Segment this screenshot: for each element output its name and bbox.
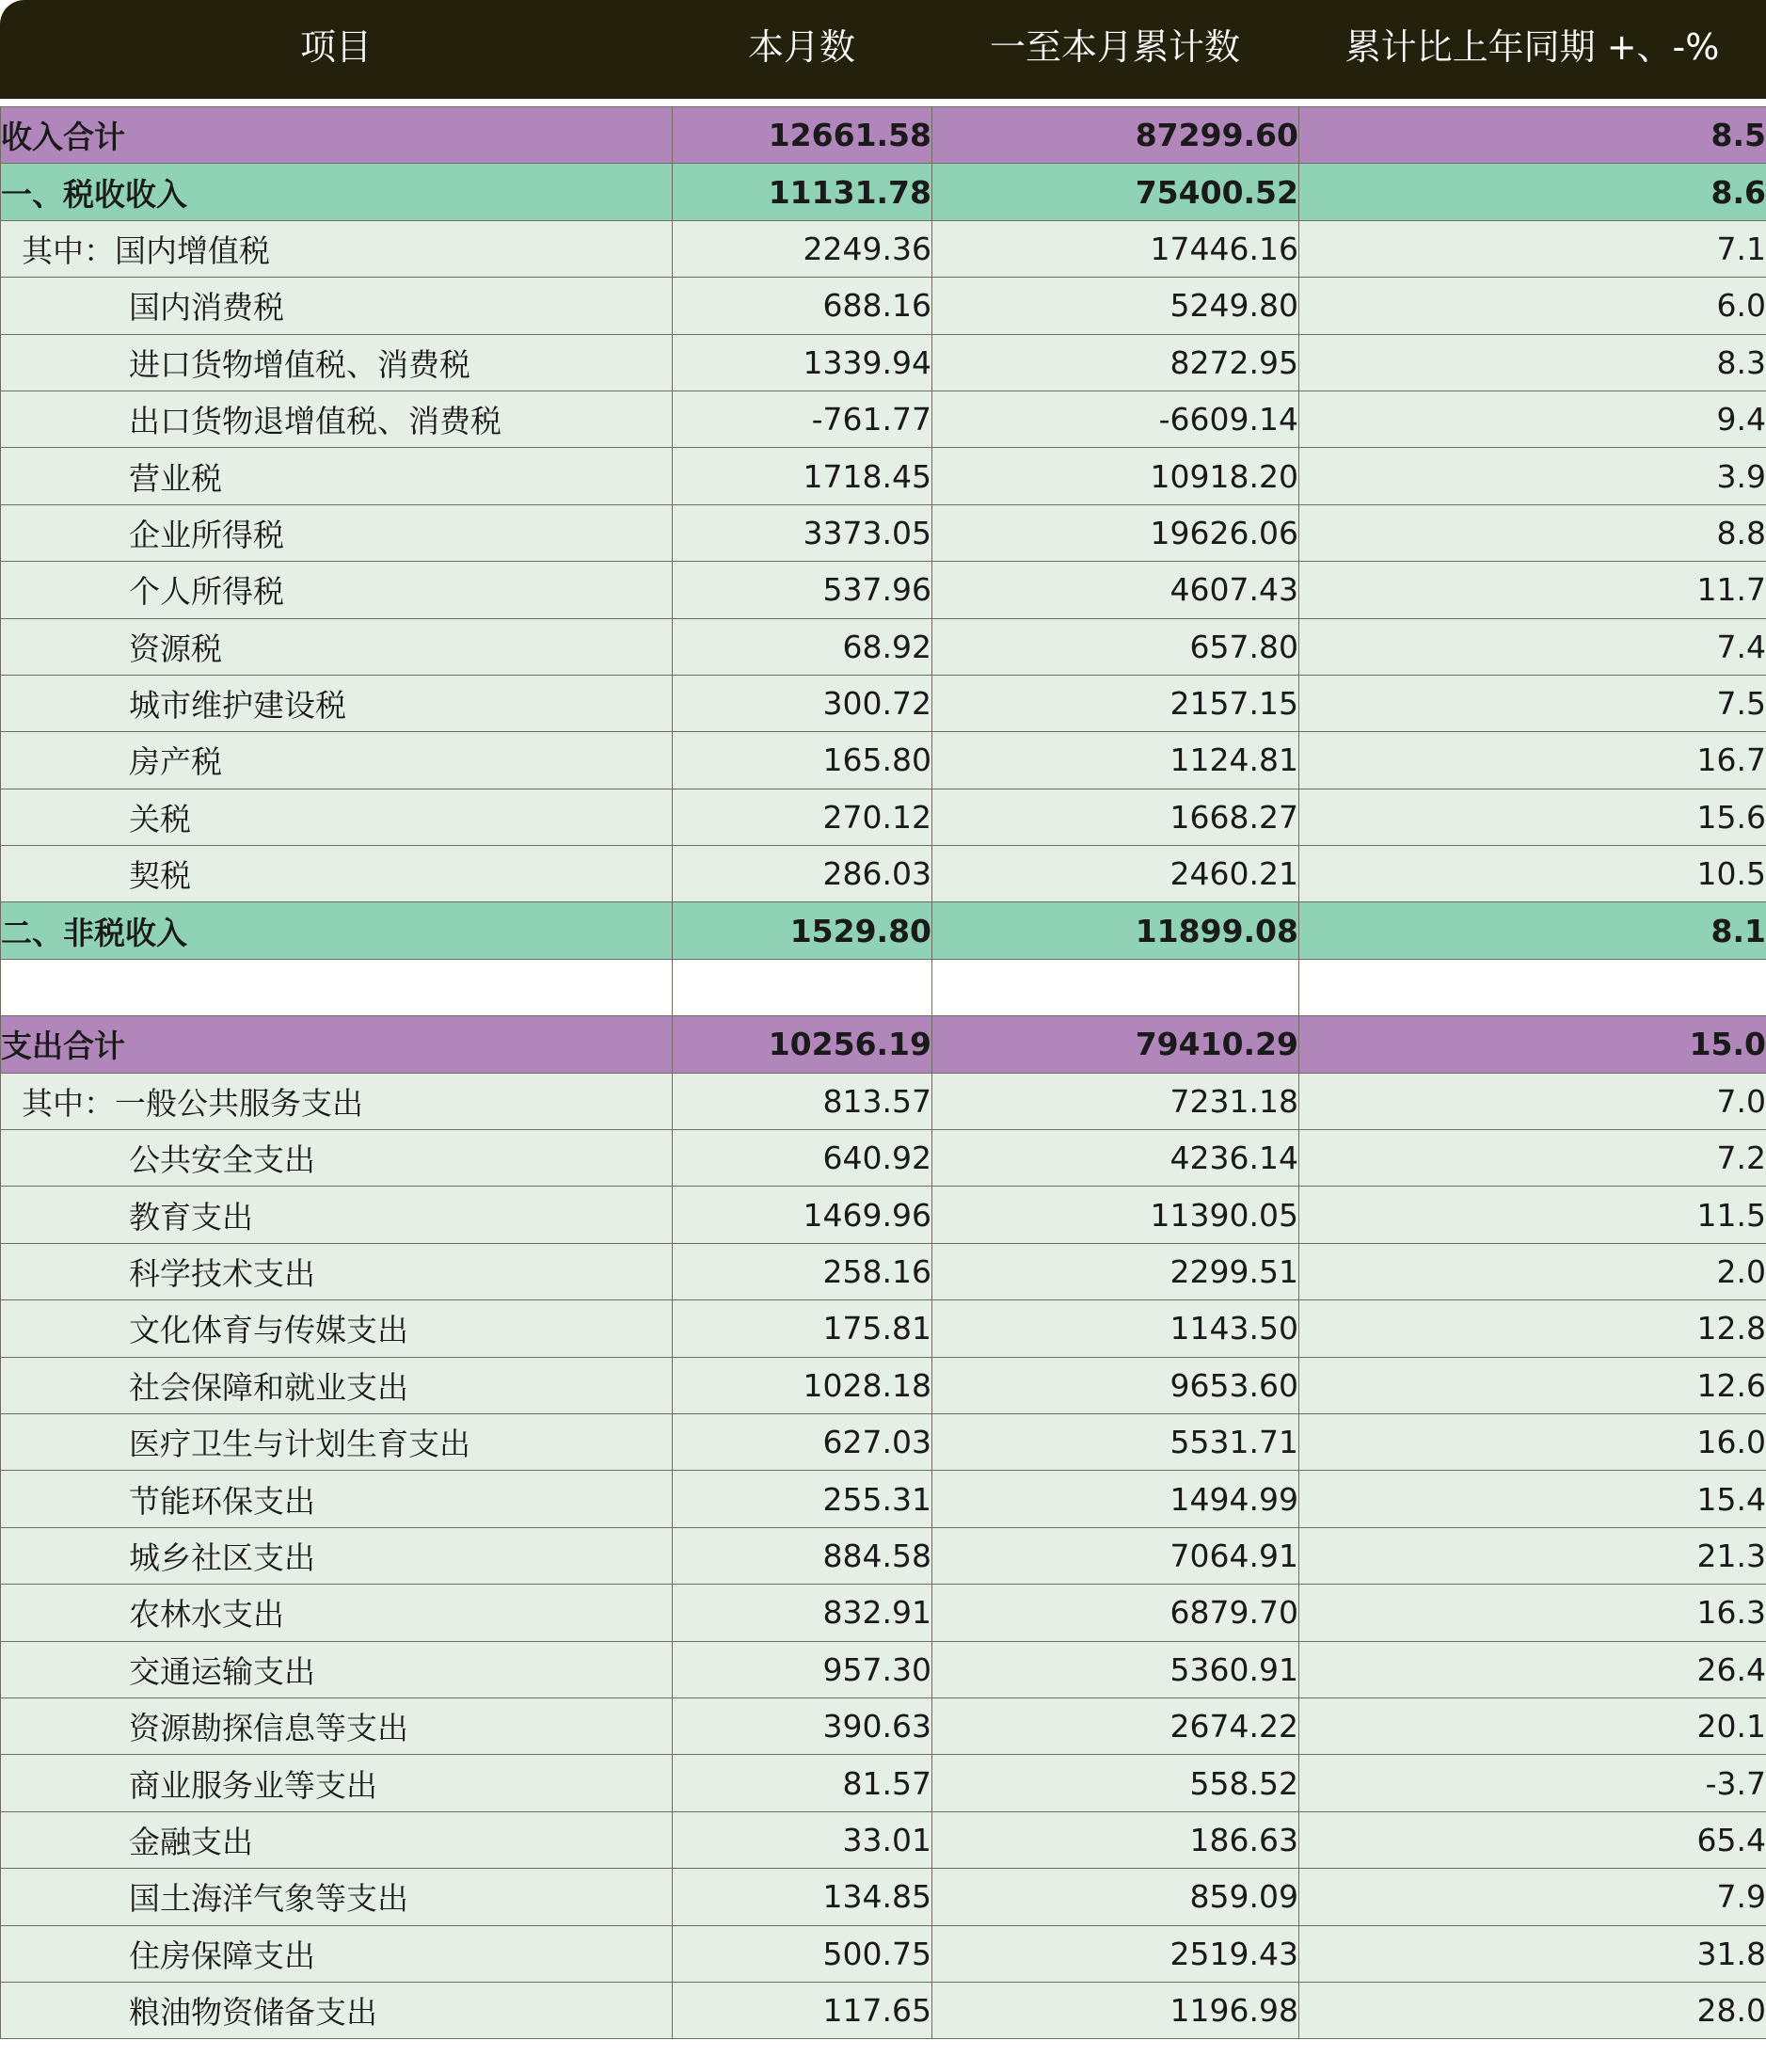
- row-month-value: 258.16: [673, 1243, 932, 1299]
- table-row: [1, 1869, 1766, 1925]
- row-label: 一、税收收入: [1, 164, 673, 220]
- row-cumulative-value: 87299.60: [932, 107, 1299, 164]
- table-row: [1, 562, 1766, 618]
- row-cumulative-value: 2299.51: [932, 1243, 1299, 1299]
- table-row: [1, 1130, 1766, 1187]
- row-cumulative-value: 2674.22: [932, 1697, 1299, 1754]
- row-yoy-value: 26.4: [1299, 1641, 1766, 1697]
- row-yoy-value: 7.5: [1299, 675, 1766, 731]
- row-cumulative-value: 6879.70: [932, 1585, 1299, 1641]
- table-row: [1, 278, 1766, 334]
- row-yoy-value: 7.1: [1299, 220, 1766, 277]
- row-yoy-value: 7.0: [1299, 1073, 1766, 1129]
- table-row: [1, 390, 1766, 447]
- row-yoy-value: 20.1: [1299, 1697, 1766, 1754]
- row-label: 个人所得税: [1, 562, 673, 618]
- row-label: 国土海洋气象等支出: [1, 1869, 673, 1925]
- fiscal-table: [0, 106, 1766, 2039]
- table-row: [1, 220, 1766, 277]
- row-label: 契税: [1, 846, 673, 902]
- table-row: [1, 846, 1766, 902]
- table-row-income-total: [1, 107, 1766, 164]
- row-yoy-value: 9.4: [1299, 390, 1766, 447]
- row-yoy-value: 8.8: [1299, 504, 1766, 561]
- table-row: [1, 1300, 1766, 1357]
- row-month-value: 1469.96: [673, 1187, 932, 1243]
- row-yoy-value: 8.1: [1299, 902, 1766, 959]
- row-label: 支出合计: [1, 1016, 673, 1073]
- row-label: [1, 959, 673, 1015]
- header-gap: [0, 99, 1766, 106]
- row-cumulative-value: 17446.16: [932, 220, 1299, 277]
- row-month-value: 134.85: [673, 1869, 932, 1925]
- table-row: [1, 1471, 1766, 1527]
- row-month-value: 81.57: [673, 1755, 932, 1811]
- row-month-value: 270.12: [673, 789, 932, 845]
- row-cumulative-value: 19626.06: [932, 504, 1299, 561]
- row-month-value: 957.30: [673, 1641, 932, 1697]
- row-label: 出口货物退增值税、消费税: [1, 390, 673, 447]
- table-row-blank: [1, 959, 1766, 1015]
- row-label: 农林水支出: [1, 1585, 673, 1641]
- row-label: 收入合计: [1, 107, 673, 164]
- row-label: 城市维护建设税: [1, 675, 673, 731]
- row-cumulative-value: 7231.18: [932, 1073, 1299, 1129]
- row-yoy-value: 16.3: [1299, 1585, 1766, 1641]
- row-label: 交通运输支出: [1, 1641, 673, 1697]
- row-label: 金融支出: [1, 1811, 673, 1868]
- row-yoy-value: 7.2: [1299, 1130, 1766, 1187]
- row-month-value: 3373.05: [673, 504, 932, 561]
- row-label: 其中：国内增值税: [1, 220, 673, 277]
- row-cumulative-value: 5249.80: [932, 278, 1299, 334]
- row-yoy-value: 15.6: [1299, 789, 1766, 845]
- header-yoy: 累计比上年同期 +、-%: [1344, 26, 1720, 68]
- row-label: 关税: [1, 789, 673, 845]
- row-label: 房产税: [1, 732, 673, 789]
- row-month-value: 832.91: [673, 1585, 932, 1641]
- row-yoy-value: 10.5: [1299, 846, 1766, 902]
- row-yoy-value: 8.5: [1299, 107, 1766, 164]
- row-cumulative-value: 2519.43: [932, 1925, 1299, 1982]
- row-cumulative-value: 1124.81: [932, 732, 1299, 789]
- row-cumulative-value: 4607.43: [932, 562, 1299, 618]
- table-row: [1, 732, 1766, 789]
- row-month-value: 165.80: [673, 732, 932, 789]
- table-row: [1, 1073, 1766, 1129]
- row-yoy-value: 7.4: [1299, 618, 1766, 675]
- row-yoy-value: 28.0: [1299, 1982, 1766, 2038]
- row-month-value: 537.96: [673, 562, 932, 618]
- row-label: 营业税: [1, 448, 673, 504]
- row-yoy-value: 15.4: [1299, 1471, 1766, 1527]
- table-row: [1, 1527, 1766, 1584]
- row-cumulative-value: 2460.21: [932, 846, 1299, 902]
- header-item: 项目: [299, 26, 372, 68]
- row-cumulative-value: 558.52: [932, 1755, 1299, 1811]
- row-label: 二、非税收入: [1, 902, 673, 959]
- row-cumulative-value: 8272.95: [932, 334, 1299, 390]
- row-month-value: 688.16: [673, 278, 932, 334]
- row-label: 企业所得税: [1, 504, 673, 561]
- row-cumulative-value: 10918.20: [932, 448, 1299, 504]
- row-cumulative-value: 186.63: [932, 1811, 1299, 1868]
- row-month-value: 1718.45: [673, 448, 932, 504]
- table-row: [1, 1982, 1766, 2038]
- row-label: 社会保障和就业支出: [1, 1357, 673, 1413]
- row-label: 住房保障支出: [1, 1925, 673, 1982]
- row-month-value: 255.31: [673, 1471, 932, 1527]
- row-month-value: 390.63: [673, 1697, 932, 1754]
- table-row: [1, 1357, 1766, 1413]
- row-month-value: 300.72: [673, 675, 932, 731]
- row-month-value: 12661.58: [673, 107, 932, 164]
- row-yoy-value: 12.6: [1299, 1357, 1766, 1413]
- row-cumulative-value: 1494.99: [932, 1471, 1299, 1527]
- row-cumulative-value: 9653.60: [932, 1357, 1299, 1413]
- row-month-value: 175.81: [673, 1300, 932, 1357]
- row-cumulative-value: [932, 959, 1299, 1015]
- row-month-value: 11131.78: [673, 164, 932, 220]
- table-row: [1, 1755, 1766, 1811]
- row-month-value: 1529.80: [673, 902, 932, 959]
- row-yoy-value: 11.5: [1299, 1187, 1766, 1243]
- row-month-value: 10256.19: [673, 1016, 932, 1073]
- row-month-value: 1339.94: [673, 334, 932, 390]
- table-header: [0, 0, 1766, 99]
- table-row: [1, 618, 1766, 675]
- row-cumulative-value: 11390.05: [932, 1187, 1299, 1243]
- row-month-value: 68.92: [673, 618, 932, 675]
- table-row: [1, 1641, 1766, 1697]
- table-row: [1, 1925, 1766, 1982]
- row-cumulative-value: 11899.08: [932, 902, 1299, 959]
- row-month-value: 500.75: [673, 1925, 932, 1982]
- row-cumulative-value: 1196.98: [932, 1982, 1299, 2038]
- row-cumulative-value: 75400.52: [932, 164, 1299, 220]
- table-row: [1, 1697, 1766, 1754]
- table-row: [1, 334, 1766, 390]
- row-month-value: 117.65: [673, 1982, 932, 2038]
- header-month: 本月数: [747, 26, 855, 68]
- table-row: [1, 1413, 1766, 1470]
- row-cumulative-value: 2157.15: [932, 675, 1299, 731]
- table-row: [1, 789, 1766, 845]
- row-cumulative-value: 4236.14: [932, 1130, 1299, 1187]
- row-cumulative-value: 859.09: [932, 1869, 1299, 1925]
- row-month-value: 813.57: [673, 1073, 932, 1129]
- row-yoy-value: 2.0: [1299, 1243, 1766, 1299]
- row-cumulative-value: -6609.14: [932, 390, 1299, 447]
- row-label: 进口货物增值税、消费税: [1, 334, 673, 390]
- table-row: [1, 1243, 1766, 1299]
- row-month-value: 1028.18: [673, 1357, 932, 1413]
- row-cumulative-value: 5360.91: [932, 1641, 1299, 1697]
- row-month-value: -761.77: [673, 390, 932, 447]
- row-yoy-value: 6.0: [1299, 278, 1766, 334]
- row-cumulative-value: 5531.71: [932, 1413, 1299, 1470]
- row-label: 科学技术支出: [1, 1243, 673, 1299]
- table-row-expenditure-total: [1, 1016, 1766, 1073]
- row-label: 公共安全支出: [1, 1130, 673, 1187]
- table-row: [1, 504, 1766, 561]
- row-yoy-value: 3.9: [1299, 448, 1766, 504]
- row-month-value: [673, 959, 932, 1015]
- table-row-tax-revenue: [1, 164, 1766, 220]
- row-cumulative-value: 657.80: [932, 618, 1299, 675]
- header-cumulative: 一至本月累计数: [989, 26, 1240, 68]
- row-cumulative-value: 1143.50: [932, 1300, 1299, 1357]
- row-cumulative-value: 79410.29: [932, 1016, 1299, 1073]
- row-month-value: 2249.36: [673, 220, 932, 277]
- row-yoy-value: 16.0: [1299, 1413, 1766, 1470]
- row-label: 资源税: [1, 618, 673, 675]
- row-yoy-value: 15.0: [1299, 1016, 1766, 1073]
- row-yoy-value: [1299, 959, 1766, 1015]
- row-label: 其中：一般公共服务支出: [1, 1073, 673, 1129]
- table-row-nontax-revenue: [1, 902, 1766, 959]
- table-row: [1, 1187, 1766, 1243]
- row-label: 粮油物资储备支出: [1, 1982, 673, 2038]
- row-label: 文化体育与传媒支出: [1, 1300, 673, 1357]
- row-yoy-value: 8.6: [1299, 164, 1766, 220]
- row-label: 医疗卫生与计划生育支出: [1, 1413, 673, 1470]
- row-yoy-value: 65.4: [1299, 1811, 1766, 1868]
- row-yoy-value: 11.7: [1299, 562, 1766, 618]
- row-yoy-value: 21.3: [1299, 1527, 1766, 1584]
- row-yoy-value: 12.8: [1299, 1300, 1766, 1357]
- row-label: 节能环保支出: [1, 1471, 673, 1527]
- row-month-value: 33.01: [673, 1811, 932, 1868]
- table-row: [1, 1585, 1766, 1641]
- row-cumulative-value: 7064.91: [932, 1527, 1299, 1584]
- row-label: 城乡社区支出: [1, 1527, 673, 1584]
- row-label: 国内消费税: [1, 278, 673, 334]
- row-label: 教育支出: [1, 1187, 673, 1243]
- row-yoy-value: 16.7: [1299, 732, 1766, 789]
- row-yoy-value: 31.8: [1299, 1925, 1766, 1982]
- row-month-value: 627.03: [673, 1413, 932, 1470]
- row-yoy-value: 7.9: [1299, 1869, 1766, 1925]
- row-cumulative-value: 1668.27: [932, 789, 1299, 845]
- row-label: 资源勘探信息等支出: [1, 1697, 673, 1754]
- row-label: 商业服务业等支出: [1, 1755, 673, 1811]
- row-month-value: 286.03: [673, 846, 932, 902]
- row-yoy-value: -3.7: [1299, 1755, 1766, 1811]
- row-yoy-value: 8.3: [1299, 334, 1766, 390]
- row-month-value: 884.58: [673, 1527, 932, 1584]
- row-month-value: 640.92: [673, 1130, 932, 1187]
- table-row: [1, 1811, 1766, 1868]
- table-row: [1, 675, 1766, 731]
- table-row: [1, 448, 1766, 504]
